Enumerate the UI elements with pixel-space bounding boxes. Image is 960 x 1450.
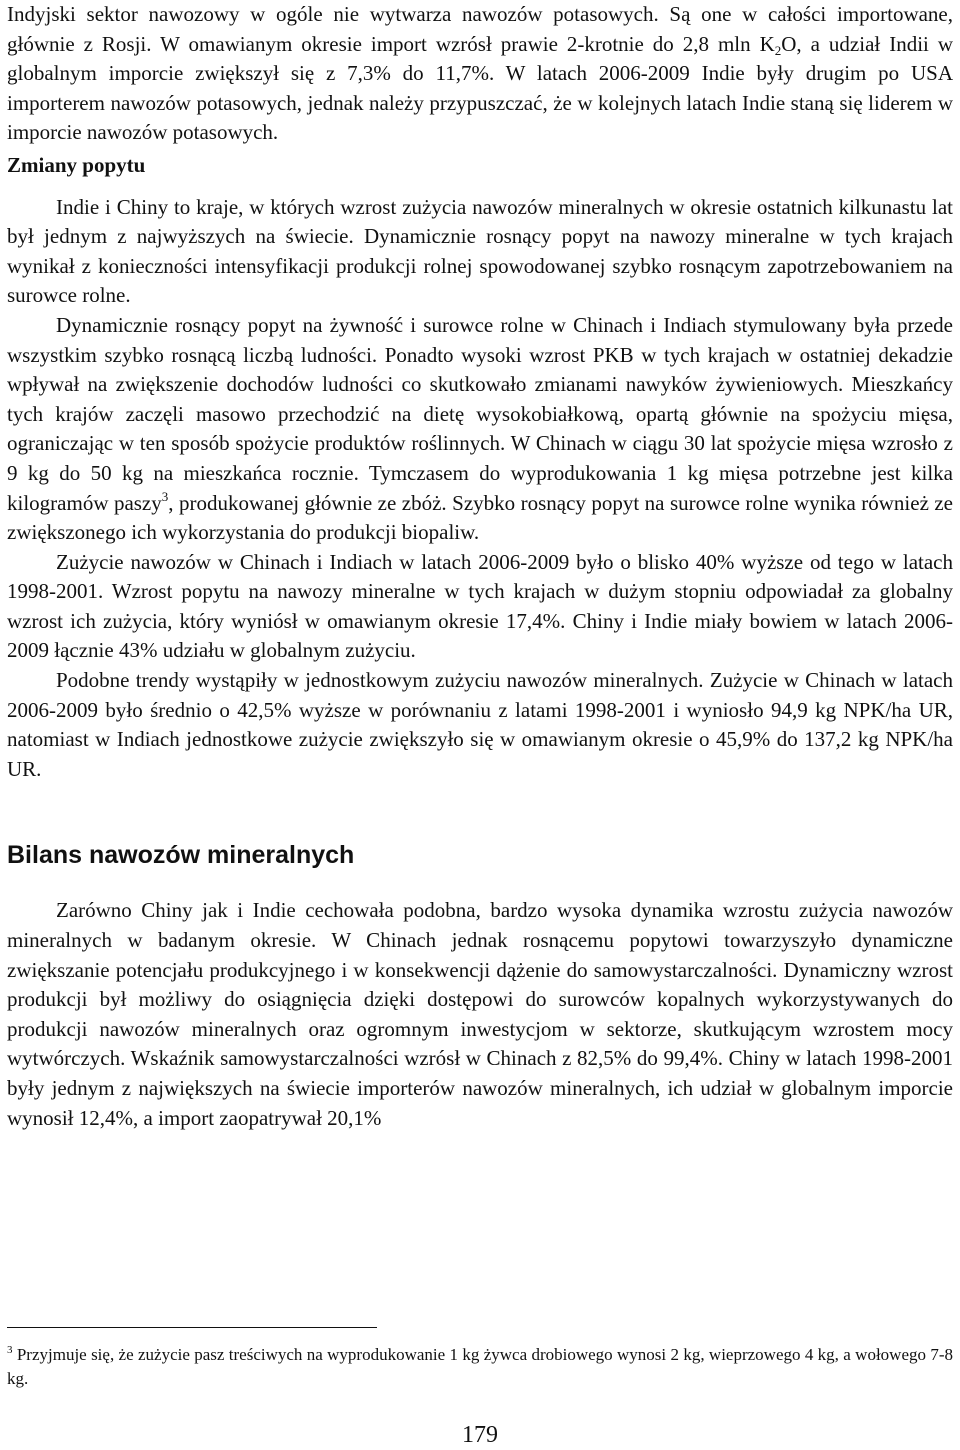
footnote-marker: 3	[7, 1344, 13, 1356]
paragraph-self-sufficiency: Zarówno Chiny jak i Indie cechowała podobna, bardzo wysoka dynamika wzrostu zużycia nawozów mineralnych w badanym okresie. W Chinach jednak rosnącemu popytowi towarzyszyło dynamiczne zwiększanie potencjału produkcyjnego i w konsekwencji dążenie do samowystarczalności. Dynamiczny wzrost produkcji był możliwy do osiągnięcia dzięki dostępowi do surowców kopalnych wykorzystywanych do produkcji nawozów mineralnych oraz ogromnym inwestycjom w sektorze, skutkującym wzrostem mocy wytwórczych. Wskaźnik samowystarczalności wzrósł w Chinach z 82,5% do 99,4%. Chiny w latach 1998-2001 były jednym z największych na świecie importerów nawozów mineralnych, ich udział w globalnym imporcie wynosił 12,4%, a import zaopatrywał 20,1%	[7, 898, 953, 1130]
paragraph-text: , produkowanej głównie ze zbóż. Szybko rosnący popyt na surowce rolne wynika również ze zwiększonego ich wykorzystania do produkcji biopaliw.	[7, 490, 953, 545]
subheading-demand-changes: Zmiany popytu	[7, 152, 146, 177]
document-page	[7, 0, 953, 1133]
page-number: 179	[462, 1422, 498, 1448]
paragraph-text: Dynamicznie rosnący popyt na żywność i surowce rolne w Chinach i Indiach stymulowany była przede wszystkim szybko rosnącą liczbą ludności. Ponadto wysoki wzrost PKB w tych krajach w ostatniej dekadzie wpływał na zwiększenie dochodów ludności co skutkowało zmianami nawyków żywieniowych. Mieszkańcy tych krajów zaczęli masowo przechodzić na dietę wysokobiałkową, opartą głównie na spożyciu mięsa, ograniczając w ten sposób spożycie produktów roślinnych. W Chinach w ciągu 30 lat spożycie mięsa wzrosło z 9 kg do 50 kg na mieszkańca rocznie. Tymczasem do wyprodukowania 1 kg mięsa potrzebne jest kilka kilogramów paszy	[7, 312, 953, 515]
subscript: 2	[774, 42, 782, 58]
paragraph-unit-consumption: Podobne trendy wystąpiły w jednostkowym zużyciu nawozów mineralnych. Zużycie w Chinach w latach 2006-2009 było średnio o 42,5% wyższe w porównaniu z latami 1998-2001 i wyniosło 94,9 kg NPK/ha UR, natomiast w Indiach jednostkowe zużycie zwiększyło się w omawianym okresie o 45,9% do 137,2 kg NPK/ha UR.	[7, 668, 953, 781]
paragraph-text: Indyjski sektor nawozowy w ogóle nie wytwarza nawozów potasowych. Są one w całości importowane, głównie z Rosji. W omawianym okresie import wzrósł prawie 2-krotnie do 2,8 mln K	[7, 2, 953, 56]
section-title-balance: Bilans nawozów mineralnych	[7, 841, 355, 870]
paragraph-food-demand	[7, 311, 953, 548]
footnote-divider	[7, 1327, 377, 1328]
paragraph-fertilizer-consumption: Zużycie nawozów w Chinach i Indiach w latach 2006-2009 było o blisko 40% wyższe od tego w latach 1998-2001. Wzrost popytu na nawozy mineralne w tych krajach w dużym stopniu odpowiadał za globalny wzrost ich zużycia, który wyniósł w omawianym okresie 17,4%. Chiny i Indie miały bowiem w latach 2006-2009 łącznie 43% udziału w globalnym zużyciu.	[7, 549, 953, 663]
footnote-reference[interactable]: 3	[161, 488, 169, 504]
paragraph-text: O, a udział Indii w globalnym imporcie zwiększył się z 7,3% do 11,7%. W latach 2006-2009 Indie były drugim po USA importerem nawozów potasowych, jednak należy przypuszczać, że w kolejnych latach Indie staną się liderem w imporcie nawozów potasowych.	[7, 31, 953, 145]
paragraph-potash-imports	[7, 0, 953, 148]
paragraph-demand-growth: Indie i Chiny to kraje, w których wzrost zużycia nawozów mineralnych w okresie ostatnich kilkunastu lat był jednym z najwyższych na świecie. Dynamicznie rosnący popyt na nawozy mineralne w tych krajach wynikał z konieczności intensyfikacji produkcji rolnej spowodowanej szybko rosnącym zapotrzebowaniem na surowce rolne.	[7, 194, 953, 308]
footnote-text: Przyjmuje się, że zużycie pasz treściwych na wyprodukowanie 1 kg żywca drobiowego wynosi 2 kg, wieprzowego 4 kg, a wołowego 7-8 kg.	[7, 1345, 953, 1388]
footnote	[7, 1343, 953, 1391]
